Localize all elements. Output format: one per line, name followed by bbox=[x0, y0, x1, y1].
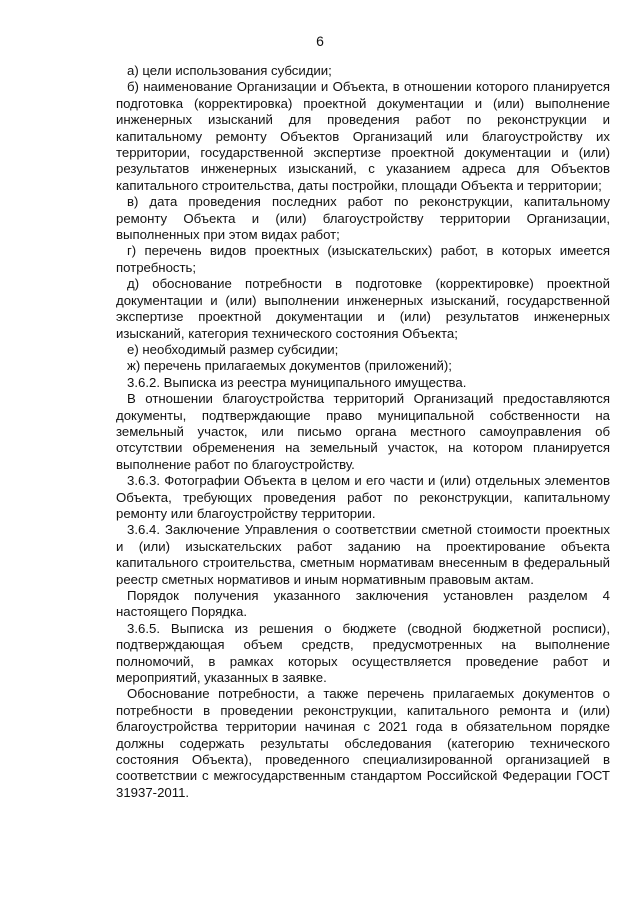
paragraph-3-6-2: 3.6.2. Выписка из реестра муниципального имущества. bbox=[127, 374, 467, 390]
page-number: 6 bbox=[316, 33, 324, 49]
paragraph-item-d: д) обоснование потребности в подготовке (корректировке) проектной документации и (или) выполнении инженерных изысканий, государственной экспертизе проектной документации и (или) результатов инженерных изысканий, категория технического состояния Объекта; bbox=[116, 276, 610, 341]
paragraph-3-6-4: 3.6.4. Заключение Управления о соответствии сметной стоимости проектных и (или) изыскательских работ заданию на проектирование объекта капитального строительства, сметным нормативам внесенным в федеральный реестр сметных нормативов и иным нормативным правовым актам. bbox=[116, 522, 610, 587]
paragraph-landscaping-documents: В отношении благоустройства территорий Организаций предоставляются документы, подтверждающие право муниципальной собственности на земельный участок, или письмо органа местного самоуправления об отсутствии обременения на земельный участок, на котором планируется выполнение работ по благоустройству. bbox=[116, 391, 610, 472]
paragraph-item-e: е) необходимый размер субсидии; bbox=[127, 341, 339, 357]
paragraph-item-b: б) наименование Организации и Объекта, в отношении которого планируется подготовка (корректировка) проектной документации и (или) выполнение инженерных изысканий для проведения работ по реконструкции и капитальному ремонту Объектов Организаций или благоустройству их территории, государственной экспертизе проектной документации и (или) результатов инженерных изысканий, с указанием адреса для Объектов капитального строительства, даты постройки, площади Объекта и территории; bbox=[116, 79, 610, 193]
paragraph-item-zh: ж) перечень прилагаемых документов (приложений); bbox=[127, 358, 452, 374]
paragraph-3-6-3: 3.6.3. Фотографии Объекта в целом и его части и (или) отдельных элементов Объекта, требующих проведения работ по реконструкции, капитальному ремонту или благоустройству территории. bbox=[116, 473, 610, 521]
paragraph-item-v: в) дата проведения последних работ по реконструкции, капитальному ремонту Объекта и (или) благоустройству территории Организации, выполненных при этом видах работ; bbox=[116, 194, 610, 243]
paragraph-item-a: а) цели использования субсидии; bbox=[127, 63, 332, 78]
paragraph-item-g: г) перечень видов проектных (изыскательских) работ, в которых имеется потребность; bbox=[116, 243, 610, 275]
paragraph-justification: Обоснование потребности, а также перечень прилагаемых документов о потребности в проведении реконструкции, капитального ремонта и (или) благоустройства территории начиная с 2021 года в обязательном порядке должны содержать результаты обследования (категорию технического состояния Объекта), проведенного специализированной организацией в соответствии с межгосударственным стандартом Российской Федерации ГОСТ 31937-2011. bbox=[116, 686, 610, 800]
paragraph-conclusion-procedure: Порядок получения указанного заключения установлен разделом 4 настоящего Порядка. bbox=[116, 588, 610, 620]
paragraph-3-6-5: 3.6.5. Выписка из решения о бюджете (сводной бюджетной росписи), подтверждающая объем средств, предусмотренных на выполнение полномочий, в рамках которых осуществляется проведение работ и мероприятий, указанных в заявке. bbox=[116, 620, 610, 686]
document-body bbox=[116, 63, 610, 801]
